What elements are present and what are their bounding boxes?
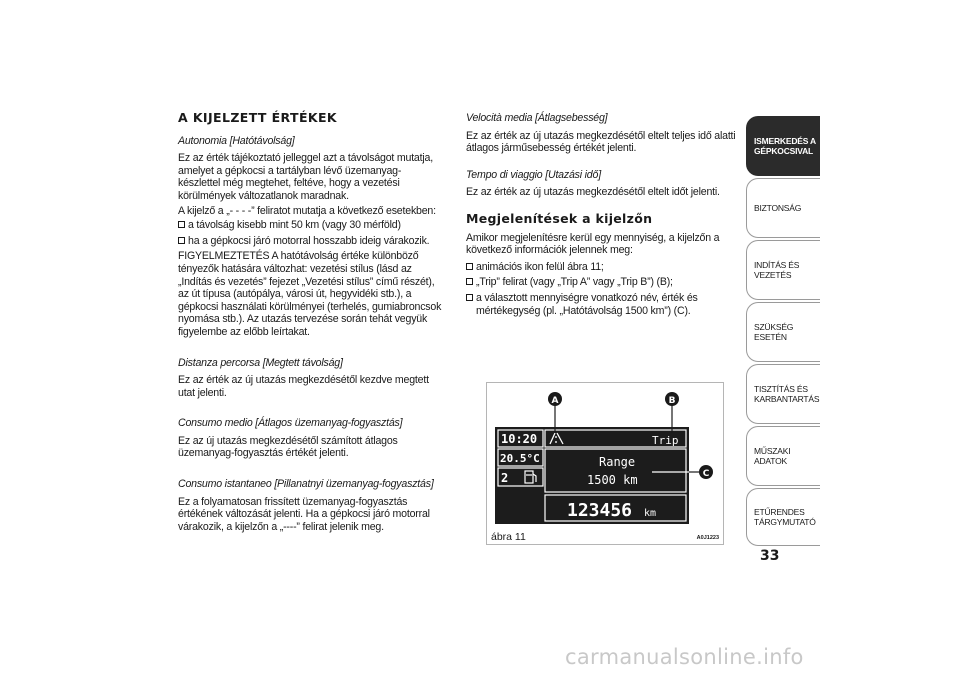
autonomia-paragraph: Ez az érték tájékoztató jelleggel azt a távolságot mutatja, amelyet a gépkocsi a tartályban lévő üzemanyag-készlettel még megtehet, feltéve, hogy a vezetési körülmények változatlanok maradnak.: [178, 152, 433, 202]
display-figure: [486, 382, 724, 545]
list-item: a választott mennyiségre vonatkozó név, érték és mértékegység (pl. „Hatótávolság 1500 km”) (C).: [466, 292, 740, 317]
autonomia-title: Autonomia [Hatótávolság]: [178, 134, 295, 147]
checkbox-bullet-icon: [178, 221, 185, 228]
distanza-paragraph: Ez az érték az új utazás megkezdésétől kezdve megtett utat jelenti.: [178, 374, 429, 399]
figure-caption: ábra 11: [491, 531, 526, 543]
param-value: 1500 km: [587, 473, 638, 487]
trip-label: Trip: [652, 434, 679, 447]
svg-text:C: C: [702, 469, 710, 479]
list-item: ha a gépkocsi járó motorral hosszabb ideig várakozik.: [178, 235, 442, 248]
odometer-value: 123456: [567, 500, 633, 521]
list-item: „Trip” felirat (vagy „Trip A” vagy „Trip B”) (B);: [466, 276, 740, 289]
consumo-medio-title: Consumo medio [Átlagos üzemanyag-fogyasztás]: [178, 417, 403, 430]
consumo-medio-paragraph: Ez az új utazás megkezdésétől számított átlagos üzemanyag-fogyasztás értékét jelenti.: [178, 434, 398, 460]
checkbox-bullet-icon: [466, 278, 473, 285]
display-heading: Megjelenítések a kijelzőn: [466, 210, 653, 226]
svg-text:B: B: [668, 396, 676, 406]
figure-code: A0J1223: [696, 535, 719, 541]
param-name: Range: [599, 455, 636, 469]
checkbox-bullet-icon: [178, 237, 185, 244]
warning-paragraph: FIGYELMEZTETÉS A hatótávolság értéke különböző tényezők hatására változhat: vezetési stílus (lásd az „Indítás és vezetés” fejezet „Vezetési stílus” című részét), az út típusa (autópálya, városi út, hegyvidéki stb.), a gépkocsi használati körülményei (terhelés, gumiabroncsok nyomása stb.). Az utazás tervezése során tehát vegyük figyelembe az előbb leírtakat.: [178, 250, 442, 338]
consumo-istantaneo-paragraph: Ez a folyamatosan frissített üzemanyag-fogyasztás értékének változását jelenti. Ha a gépkocsi járó motorral várakozik, a kijelzőn a „----” felirat jelenik meg.: [178, 495, 430, 533]
tab-biztonsag[interactable]: BIZTONSÁG: [746, 178, 820, 238]
intro-paragraph: Amikor megjelenítésre kerül egy mennyiség, a kijelzőn a következő információk jelennek meg:: [466, 231, 720, 257]
left-column: [178, 112, 442, 535]
tab-muszaki-adatok[interactable]: MŰSZAKI ADATOK: [746, 426, 820, 486]
tab-ismerkedes[interactable]: ISMERKEDÉS A GÉPKOCSIVAL: [746, 116, 820, 176]
svg-text:A: A: [551, 396, 559, 406]
velocita-paragraph: Ez az érték az új utazás megkezdésétől eltelt teljes idő alatti átlagos járműsebesség értékét jelenti.: [466, 129, 736, 155]
temp-text: 20.5°C: [500, 452, 540, 465]
section-heading: A KIJELZETT ÉRTÉKEK: [178, 110, 337, 125]
tab-szukseg-eseten[interactable]: SZÜKSÉG ESETÉN: [746, 302, 820, 362]
tempo-title: Tempo di viaggio [Utazási idő]: [466, 168, 601, 181]
tab-targymutato[interactable]: ETŰRENDES TÁRGYMUTATÓ: [746, 488, 820, 546]
tempo-paragraph: Ez az érték az új utazás megkezdésétől eltelt időt jelenti.: [466, 186, 720, 199]
gear-text: 2: [501, 471, 509, 485]
tab-tisztitas-es-karbantartas[interactable]: TISZTÍTÁS ÉS KARBANTARTÁS: [746, 364, 820, 424]
checkbox-bullet-icon: [466, 263, 473, 270]
checkbox-bullet-icon: [466, 294, 473, 301]
autonomia-paragraph-2: A kijelző a „- - - -” feliratot mutatja a következő esetekben:: [178, 204, 436, 217]
watermark: carmanualsonline.info: [565, 645, 804, 669]
odometer-unit: km: [644, 508, 657, 519]
tab-inditas-es-vezetes[interactable]: INDÍTÁS ÉS VEZETÉS: [746, 240, 820, 300]
instrument-display-illustration: [487, 383, 723, 544]
page-number: 33: [760, 548, 780, 564]
list-item: a távolság kisebb mint 50 km (vagy 30 mérföld): [178, 219, 442, 232]
velocita-title: Velocità media [Átlagsebesség]: [466, 112, 608, 124]
right-column: [466, 112, 740, 320]
consumo-istantaneo-title: Consumo istantaneo [Pillanatnyi üzemanyag-fogyasztás]: [178, 478, 434, 491]
list-item: animációs ikon felül ábra 11;: [466, 261, 740, 274]
clock-text: 10:20: [501, 432, 538, 446]
distanza-title: Distanza percorsa [Megtett távolság]: [178, 356, 343, 369]
